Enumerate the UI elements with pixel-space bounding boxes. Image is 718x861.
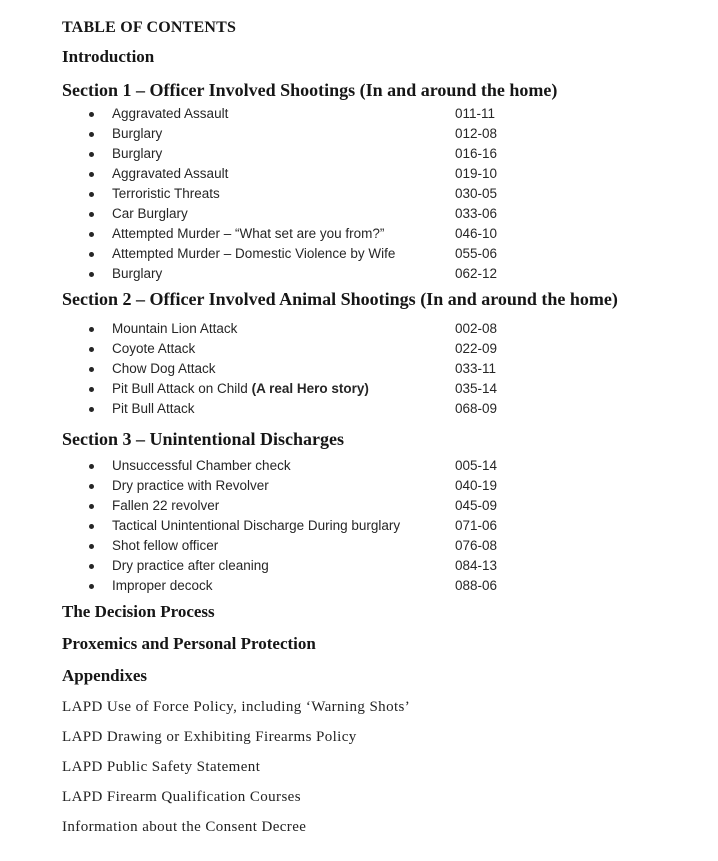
bullet-icon (89, 152, 94, 157)
toc-item-label: Aggravated Assault (112, 166, 229, 181)
toc-item-label (112, 379, 455, 399)
toc-item-label: Attempted Murder – Domestic Violence by Wife (112, 246, 396, 261)
toc-item (62, 144, 718, 164)
toc-item-page: 019-10 (455, 166, 498, 181)
toc-item-page: 035-14 (455, 381, 498, 396)
toc-item (62, 264, 718, 284)
section-3-heading: Section 3 – Unintentional Discharges (62, 429, 345, 449)
bullet-icon (89, 232, 94, 237)
toc-item (62, 104, 718, 124)
toc-item-page: 033-11 (455, 361, 497, 376)
bullet-icon (89, 252, 94, 257)
toc-item-label: Burglary (112, 146, 163, 161)
bullet-icon (89, 272, 94, 277)
toc-item-page: 055-06 (455, 246, 498, 261)
toc-item (62, 184, 718, 204)
bullet-icon (89, 524, 94, 529)
toc-item-label: Improper decock (112, 578, 213, 593)
toc-item (62, 556, 718, 576)
toc-item-label: Aggravated Assault (112, 106, 229, 121)
toc-item-page: 068-09 (455, 401, 498, 416)
appendix-line: LAPD Public Safety Statement (62, 759, 261, 775)
bullet-icon (89, 172, 94, 177)
toc-item-page: 084-13 (455, 558, 498, 573)
bullet-icon (89, 484, 94, 489)
toc-item-label: Dry practice with Revolver (112, 478, 269, 493)
toc-item-page: 088-06 (455, 578, 498, 593)
toc-item-page: 005-14 (455, 458, 498, 473)
toc-item-page: 033-06 (455, 206, 498, 221)
bullet-icon (89, 327, 94, 332)
toc-item (62, 399, 718, 419)
bullet-icon (89, 544, 94, 549)
toc-item (62, 359, 718, 379)
toc-item-label: Pit Bull Attack (112, 401, 195, 416)
toc-item-label: Shot fellow officer (112, 538, 219, 553)
toc-item-page: 071-06 (455, 518, 498, 533)
bullet-icon (89, 584, 94, 589)
toc-item (62, 456, 718, 476)
bullet-icon (89, 407, 94, 412)
toc-item-label: Terroristic Threats (112, 186, 220, 201)
toc-item-label: Mountain Lion Attack (112, 321, 238, 336)
toc-item-label: Dry practice after cleaning (112, 558, 269, 573)
toc-item-page: 076-08 (455, 538, 498, 553)
bullet-icon (89, 464, 94, 469)
toc-item-page: 016-16 (455, 146, 498, 161)
toc-item-label: Coyote Attack (112, 341, 196, 356)
decision-process-heading: The Decision Process (62, 602, 215, 621)
toc-item-label-bold: (A real Hero story) (251, 381, 369, 396)
toc-item (62, 339, 718, 359)
toc-item-page: 030-05 (455, 186, 498, 201)
toc-item-page: 011-11 (455, 106, 496, 121)
toc-item-label: Burglary (112, 126, 163, 141)
toc-item (62, 379, 718, 399)
appendix-line: LAPD Firearm Qualification Courses (62, 789, 301, 805)
toc-item-label: Car Burglary (112, 206, 188, 221)
toc-item (62, 244, 718, 264)
toc-item-label: Tactical Unintentional Discharge During burglary (112, 518, 401, 533)
toc-item-label: Attempted Murder – “What set are you from?” (112, 226, 385, 241)
section-2-heading: Section 2 – Officer Involved Animal Shootings (In and around the home) (62, 289, 618, 309)
toc-item-label: Unsuccessful Chamber check (112, 458, 291, 473)
toc-item (62, 516, 718, 536)
bullet-icon (89, 212, 94, 217)
toc-item (62, 164, 718, 184)
toc-item-page: 002-08 (455, 321, 498, 336)
section-1-list (62, 104, 718, 284)
toc-item (62, 536, 718, 556)
toc-title: TABLE OF CONTENTS (62, 19, 237, 36)
appendix-list (62, 698, 718, 837)
proxemics-heading: Proxemics and Personal Protection (62, 634, 316, 653)
appendix-line: Information about the Consent Decree (62, 819, 307, 835)
toc-item-page: 012-08 (455, 126, 498, 141)
intro-heading: Introduction (62, 47, 155, 66)
bullet-icon (89, 564, 94, 569)
bullet-icon (89, 387, 94, 392)
appendix-line: LAPD Drawing or Exhibiting Firearms Policy (62, 729, 357, 745)
section-3-list (62, 456, 718, 596)
bullet-icon (89, 367, 94, 372)
toc-item (62, 496, 718, 516)
bullet-icon (89, 112, 94, 117)
toc-item-label: Chow Dog Attack (112, 361, 216, 376)
bullet-icon (89, 132, 94, 137)
section-2-list (62, 319, 718, 419)
bullet-icon (89, 504, 94, 509)
toc-item-label: Fallen 22 revolver (112, 498, 220, 513)
toc-item (62, 204, 718, 224)
toc-item-page: 062-12 (455, 266, 498, 281)
toc-item (62, 124, 718, 144)
toc-item (62, 319, 718, 339)
toc-item-label-regular: Pit Bull Attack on Child (112, 381, 252, 396)
toc-item (62, 476, 718, 496)
bullet-icon (89, 192, 94, 197)
toc-item (62, 576, 718, 596)
toc-item (62, 224, 718, 244)
toc-item-label: Burglary (112, 266, 163, 281)
section-1-heading: Section 1 – Officer Involved Shootings (In and around the home) (62, 80, 558, 100)
bullet-icon (89, 347, 94, 352)
appendixes-heading: Appendixes (62, 666, 148, 685)
toc-item-page: 045-09 (455, 498, 498, 513)
toc-item-page: 046-10 (455, 226, 498, 241)
toc-item-page: 040-19 (455, 478, 498, 493)
appendix-line: LAPD Use of Force Policy, including ‘Warning Shots’ (62, 699, 411, 715)
toc-item-page: 022-09 (455, 341, 498, 356)
